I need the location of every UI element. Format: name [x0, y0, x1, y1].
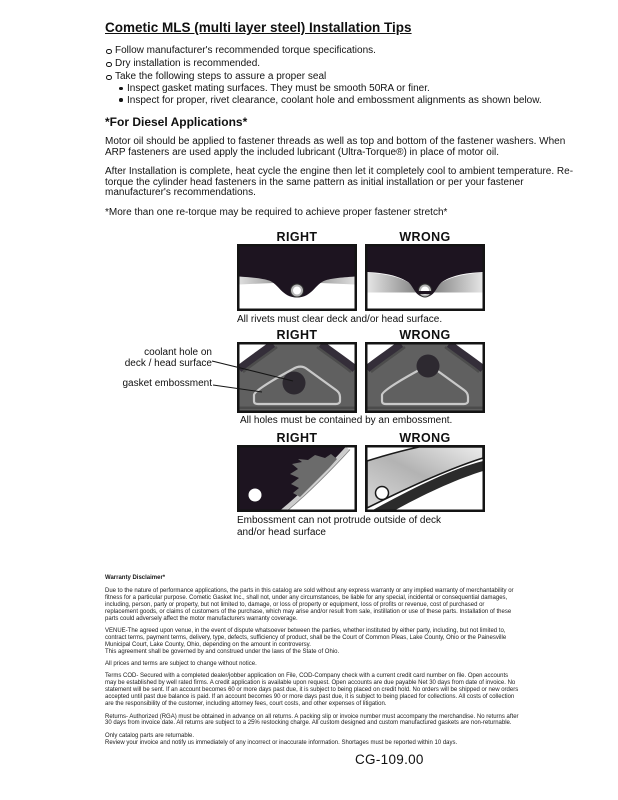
warranty-disclaimer-section	[105, 575, 519, 752]
figure1-wrong-diagram	[365, 244, 485, 311]
diesel-paragraph: Motor oil should be applied to fastener threads as well as top and bottom of the fastener washers. When ARP fasteners are used apply the included lubricant (Ultra-Torque®) in place of motor oil.	[105, 136, 566, 158]
figure2-wrong-label: WRONG	[399, 328, 451, 342]
figure3-caption: Embossment can not protrude outside of deck and/or head surface	[237, 515, 442, 538]
diesel-heading: *For Diesel Applications*	[105, 115, 248, 129]
figure3-wrong-label: WRONG	[399, 431, 451, 445]
figure2-right-label: RIGHT	[276, 328, 318, 342]
sub-bullet-item: Inspect for proper, rivet clearance, coolant hole and embossment alignments as shown below.	[118, 95, 577, 107]
legal-paragraph: Returns- Authorized (RGA) must be obtained in advance on all returns. A packing slip or invoice number must accompany the merchandise. No returns after 30 days from invoice date. All returns are subject to a 25% restocking charge. All custom designed and custom manufactured gaskets are non-returnable.	[105, 713, 519, 727]
figure3-right-label: RIGHT	[276, 431, 318, 445]
legal-paragraph: This agreement shall be governed by and construed under the laws of the State of Ohio.	[105, 648, 340, 655]
diesel-applications-section	[105, 115, 577, 228]
page-code: CG-109.00	[355, 752, 424, 767]
sub-bullet-item: Inspect gasket mating surfaces. They must be smooth 50RA or finer.	[118, 83, 577, 95]
coolant-hole-callout: coolant hole on deck / head surface	[124, 347, 212, 369]
bullet-item: Follow manufacturer's recommended torque specifications.	[105, 44, 577, 57]
page-title: Cometic MLS (multi layer steel) Installation Tips	[105, 20, 412, 35]
legal-paragraph: Review your invoice and notify us immediately of any incorrect or inaccurate information. Shortages must be reported within 10 days.	[105, 739, 458, 746]
figure1-right-diagram	[237, 244, 357, 311]
figure2-caption: All holes must be contained by an embossment.	[240, 415, 453, 426]
bullet-item: Dry installation is recommended.	[105, 57, 577, 70]
diesel-note: *More than one re-torque may be required to achieve proper fastener stretch*	[105, 206, 448, 218]
legal-paragraph: Only catalog parts are returnable.	[105, 732, 195, 739]
warranty-heading: Warranty Disclaimer*	[105, 575, 166, 581]
installation-tips-section	[105, 20, 577, 106]
figure2-right-diagram	[237, 342, 357, 413]
figure3-wrong-diagram	[365, 445, 485, 512]
bullet-item: Take the following steps to assure a proper seal	[105, 70, 577, 83]
legal-paragraph: VENUE-The agreed upon venue, in the event of dispute whatsoever between the parties, whether instituted by either party, including, but not limited to, contract terms, payment terms, delivery, type, defects, sufficiency of product, shall be the Court of Common Pleas, Lake County, Ohio or the Painesville Municipal Court, Lake County, Ohio, depending on the amount in controversy.	[105, 627, 507, 648]
figure2-wrong-diagram	[365, 342, 485, 413]
legal-paragraph: Terms COD- Secured with a completed dealer/jobber application on File, COD-Company check with a current credit card number on file. Open accounts may be established by well rated firms. A credit application is available upon request. Open accounts are due payable Net 30 days from date of invoice. No statement will be sent. If an account becomes 60 or more days past due, it is subject to being placed on credit hold. No orders will be shipped or new orders accepted until past due balance is paid. If an account becomes 90 or more days past due, it is subject to being placed for collections. All costs of collection are the responsibility of the customer, including attorney fees, court costs, and other expenses of litigation.	[105, 673, 519, 708]
figure1-right-label: RIGHT	[276, 230, 318, 244]
legal-paragraph: All prices and terms are subject to change without notice.	[105, 661, 257, 668]
figure1-caption: All rivets must clear deck and/or head surface.	[237, 314, 443, 325]
gasket-embossment-callout: gasket embossment	[122, 378, 212, 389]
figure1-wrong-label: WRONG	[399, 230, 451, 244]
legal-paragraph: Due to the nature of performance applications, the parts in this catalog are sold without any express warranty or any implied warranty of merchantability or fitness for a particular purpose. Cometic Gasket Inc., shall not, under any circumstances, be liable for any special, incidental or consequential damages, including, person, party or property, but not limited to, damage, or loss of property or equipment, loss of profits or revenue, cost of purchased or replacement goods, or claims of customers of the purchase, which may arise and/or result from sale, instillation or use of these parts. Installation of these parts could adversely affect the motor manufacturers warranty coverage.	[105, 587, 514, 622]
figure3-right-diagram	[237, 445, 357, 512]
diesel-paragraph: After Installation is complete, heat cycle the engine then let it completely cool to ambient temperature. Re-torque the cylinder head fasteners in the same pattern as initial installation or per your fastener manufacturer's recommendations.	[105, 166, 574, 199]
